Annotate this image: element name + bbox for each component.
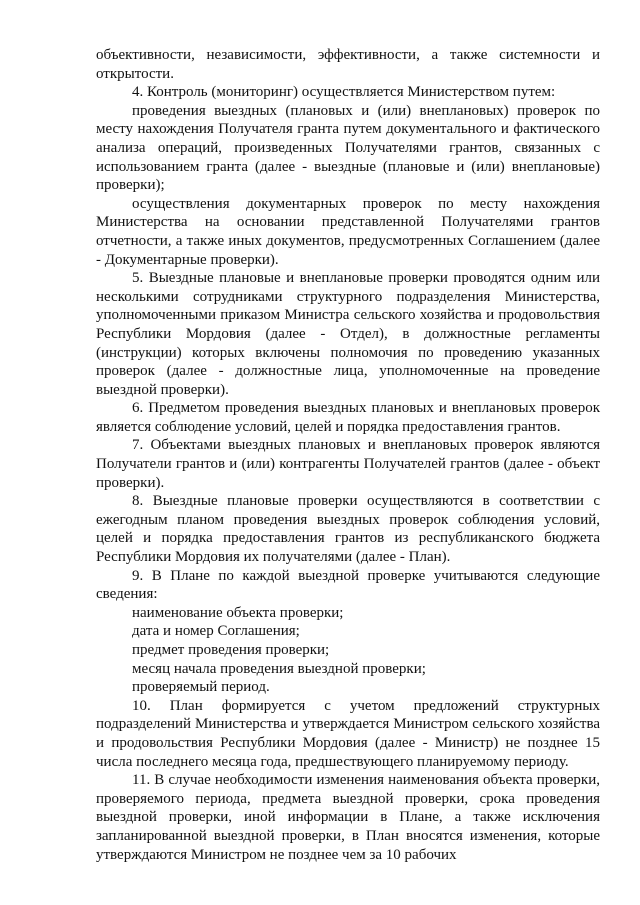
paragraph-4-documentary: осуществления документарных проверок по месту нахождения Министерства на основании представленной Получателями грантов отчетности, а также иных документов, предусмотренных Соглашением (далее - Документарные проверки).: [96, 195, 600, 268]
paragraph-6: 6. Предметом проведения выездных плановых и внеплановых проверок является соблюдение условий, целей и порядка предоставления грантов.: [96, 400, 600, 435]
paragraph-continuation: объективности, независимости, эффективности, а также системности и открытости.: [96, 47, 600, 82]
list-item: месяц начала проведения выездной проверки;: [132, 660, 426, 677]
paragraph-4-onsite: проведения выездных (плановых и (или) внеплановых) проверок по месту нахождения Получателя гранта путем документального и фактического анализа операций, произведенных Получателями грантов, связанных с использованием гранта (далее - выездные (плановые и (или) внеплановые) проверки);: [96, 102, 600, 194]
list-item: предмет проведения проверки;: [132, 642, 330, 658]
paragraph-4: 4. Контроль (мониторинг) осуществляется Министерством путем:: [132, 84, 556, 101]
paragraph-5: 5. Выездные плановые и внеплановые проверки проводятся одним или несколькими сотрудниками структурного подразделения Министерства, уполномоченными приказом Министра сельского хозяйства и продовольствия Республики Мордовия (далее - Отдел), в должностные регламенты (инструкции) которых включены полномочия по проведению указанных проверок (далее - должностные лица, уполномоченные на проведение выездной проверки).: [96, 270, 600, 398]
paragraph-7: 7. Объектами выездных плановых и внеплановых проверок являются Получатели грантов и (или) контрагенты Получателей грантов (далее - объект проверки).: [96, 437, 600, 491]
list-item: наименование объекта проверки;: [132, 604, 344, 621]
paragraph-10: 10. План формируется с учетом предложений структурных подразделений Министерства и утверждается Министром сельского хозяйства и продовольствия Республики Мордовия (далее - Министр) не позднее 15 числа последнего месяца года, предшествующего планируемому периоду.: [96, 697, 600, 770]
list-item: дата и номер Соглашения;: [132, 623, 300, 640]
list-item: проверяемый период.: [132, 679, 270, 696]
paragraph-9: 9. В Плане по каждой выездной проверке учитываются следующие сведения:: [96, 567, 600, 603]
paragraph-8: 8. Выездные плановые проверки осуществляются в соответствии с ежегодным планом проведения выездных проверок соблюдения условий, целей и порядка предоставления грантов из республиканского бюджета Республики Мордовия их получателями (далее - План).: [96, 493, 600, 566]
document-page: [96, 46, 600, 864]
paragraph-11: 11. В случае необходимости изменения наименования объекта проверки, проверяемого периода, предмета выездной проверки, срока проведения выездной проверки, иной информации в Плане, а также исключения запланированной выездной проверки, в План вносятся изменения, которые утверждаются Министром не позднее чем за 10 рабочих: [96, 772, 600, 863]
